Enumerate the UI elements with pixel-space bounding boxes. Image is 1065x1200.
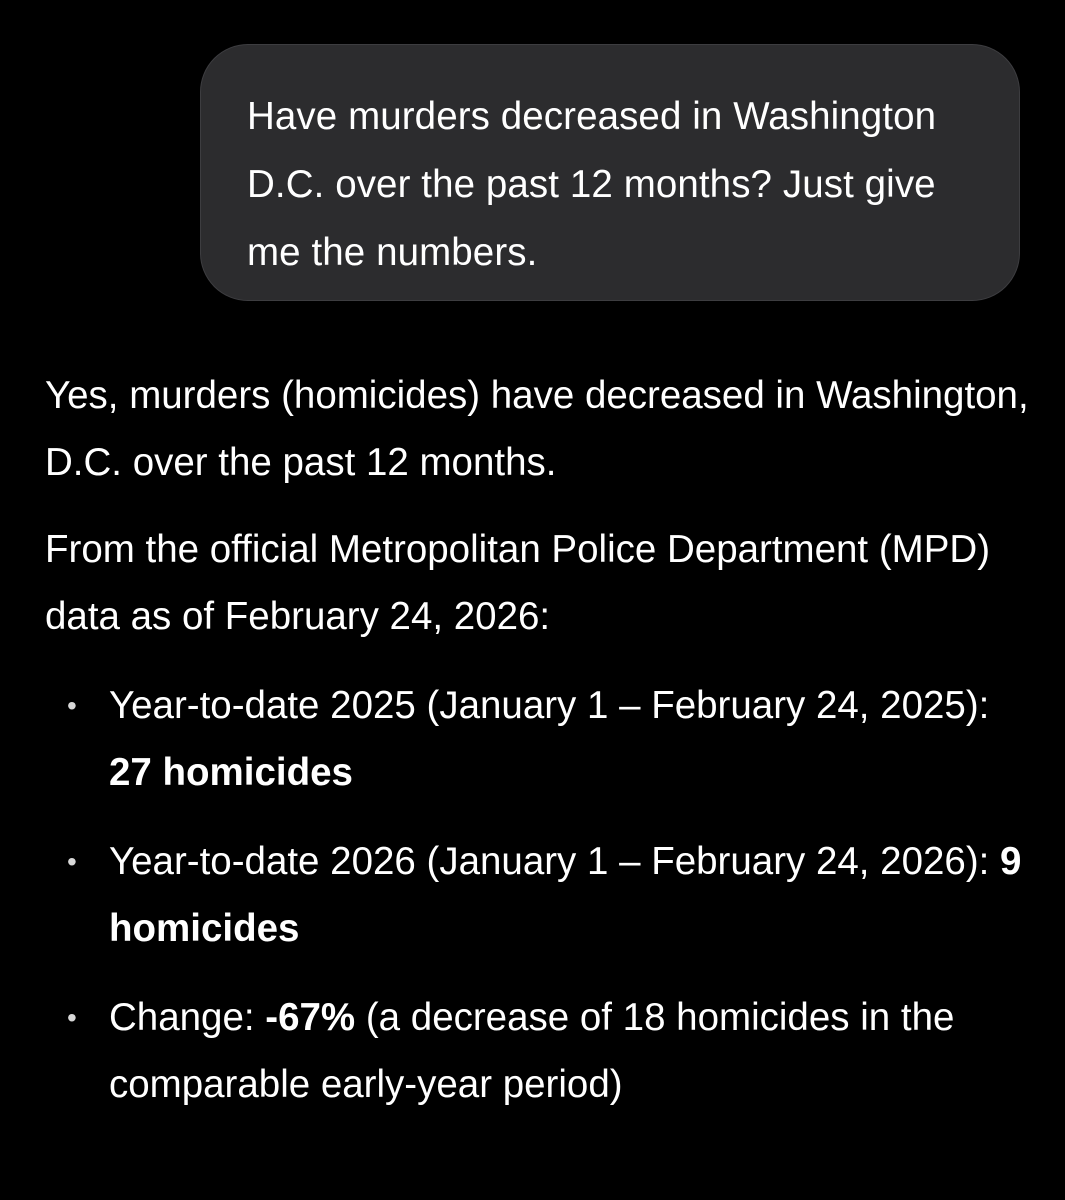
- bullet-text: Year-to-date 2026 (January 1 – February 24, 2026):: [109, 840, 1001, 883]
- bullet-suffix: (a decrease of 18 homicides in the comparable early-year period): [109, 996, 955, 1106]
- list-item: [45, 828, 1035, 962]
- assistant-message: [45, 362, 1035, 1140]
- bullet-text: Change:: [109, 996, 266, 1039]
- user-message-bubble: [200, 44, 1020, 301]
- stats-list: [45, 672, 1035, 1118]
- bullet-icon: •: [67, 846, 77, 877]
- assistant-source-line: From the official Metropolitan Police Department (MPD) data as of February 24, 2026:: [45, 528, 991, 638]
- bullet-bold: 27 homicides: [109, 751, 353, 794]
- bullet-bold: 9 homicides: [109, 840, 1022, 950]
- bullet-icon: •: [67, 690, 77, 721]
- user-message-text: Have murders decreased in Washington D.C. over the past 12 months? Just give me the numbers.: [247, 95, 937, 274]
- list-item: [45, 984, 1035, 1118]
- bullet-text: Year-to-date 2025 (January 1 – February 24, 2025):: [109, 684, 990, 727]
- bullet-icon: •: [67, 1002, 77, 1033]
- list-item: [45, 672, 1035, 806]
- assistant-intro: Yes, murders (homicides) have decreased in Washington, D.C. over the past 12 months.: [45, 374, 1029, 484]
- bullet-bold: -67%: [265, 996, 356, 1039]
